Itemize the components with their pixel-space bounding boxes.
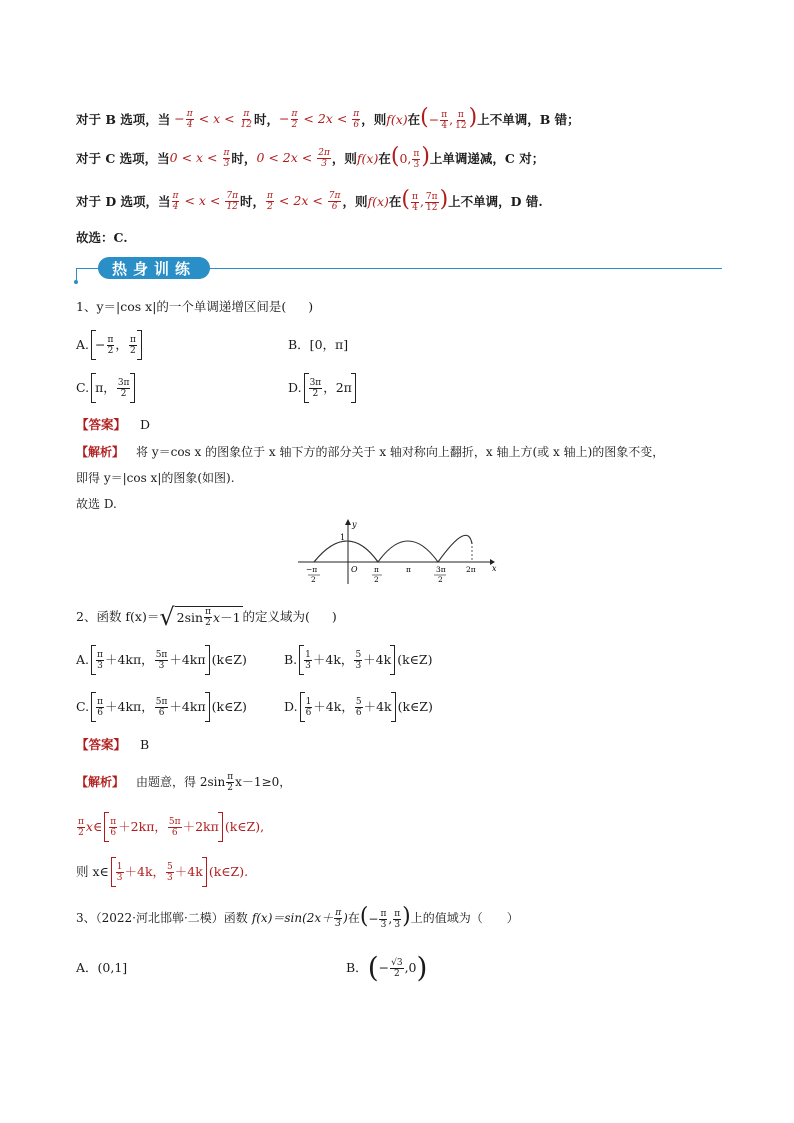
q2-option-d: D. $\frac{1}{6}$ ＋4k， $\frac{5}{6}$ ＋4k (k∈Z)	[284, 692, 433, 722]
q2-analysis-2: $\frac{\pi}{2}$ x ∈ $\frac{\pi}{6}$ ＋2kπ， $\frac{5\pi}{6}$ ＋2kπ (k∈Z) ,	[76, 812, 264, 842]
x-label: x	[492, 564, 497, 573]
q2-option-a: A. $\frac{\pi}{3}$ ＋4kπ， $\frac{5\pi}{3}$ ＋4kπ (k∈Z)	[76, 645, 247, 675]
q1-answer: 【答案】 D	[76, 417, 151, 432]
conclusion: 故选：C.	[76, 230, 128, 245]
q1-analysis-2: 即得 y＝|cos x|的图象(如图).	[76, 471, 235, 485]
tick-labels	[306, 565, 476, 584]
svg-text:2π: 2π	[466, 565, 476, 574]
y-axis-arrow-icon	[345, 519, 351, 525]
one-label: 1	[340, 533, 346, 542]
sqrt-expression: √ 2sin $\frac{\pi}{2}$ x －1	[159, 603, 241, 631]
q1-option-b: B．[0，π]	[288, 337, 349, 352]
svg-text:3π: 3π	[436, 565, 446, 574]
b-inequality: − $\frac{\pi}{4}$ < x < $\frac{\pi}{12}$	[170, 109, 252, 130]
y-label: y	[352, 520, 357, 529]
curve	[314, 535, 472, 562]
svg-text:π: π	[406, 565, 411, 574]
q1-analysis-1: 【解析】 将 y＝cos x 的图象位于 x 轴下方的部分关于 x 轴对称向上翻折，x 轴上方(或 x 轴上)的图象不变，	[76, 445, 665, 459]
q1-stem: 1、y＝|cos x|的一个单调递增区间是( )	[76, 299, 314, 314]
q2-analysis-3: 则 x∈ $\frac{1}{3}$ ＋4k， $\frac{5}{3}$ ＋4k (k∈Z).	[76, 857, 248, 887]
option-c-analysis: 对于 C 选项，当 0 < x < $\frac{\pi}{3}$ 时， 0 < 2x < $\frac{2\pi}{3}$ ，则 f(x) 在 (0, $\frac{\pi}{3}$ ) 上单调递减，C 对；	[76, 144, 545, 170]
option-d-analysis: 对于 D 选项，当 $\frac{\pi}{4}$ < x < $\frac{7\pi}{12}$ 时， $\frac{\pi}{2}$ < 2x < $\frac{7\pi}{6}$ ，则 f(x) 在 ( $\frac{\pi}{4}$ , $\frac{7\pi}{12}$ ) 上不单调，D 错.	[76, 187, 543, 213]
q2-analysis-1: 【解析】 由题意，得 2sin $\frac{\pi}{2}$ x－1≥0，	[76, 771, 292, 793]
q2-answer: 【答案】 B	[76, 737, 150, 752]
svg-text:2: 2	[374, 575, 379, 584]
abs-cos-graph	[296, 518, 496, 586]
section-title: 热身训练	[98, 257, 210, 279]
origin-label: O	[351, 565, 358, 574]
q1-option-c: C. π， $\frac{3\pi}{2}$	[76, 373, 137, 403]
q3-stem: 3、（2022·河北邯郸·二模）函数 f(x)＝sin(2x＋ $\frac{\pi}{3}$ ) 在 (− $\frac{\pi}{3}$ , $\frac{\pi}{3}$ ) 上的值域为（ ）	[76, 903, 519, 930]
svg-text:2: 2	[311, 575, 316, 584]
svg-text:2: 2	[438, 575, 443, 584]
section-banner	[76, 256, 722, 282]
q3-option-b: B． ( − $\frac{√3}{2}$ ,0 )	[346, 951, 428, 984]
svg-text:−π: −π	[306, 565, 318, 574]
q1-option-a: A. − $\frac{\pi}{2}$ ， $\frac{\pi}{2}$	[76, 330, 144, 360]
q3-function: f(x)＝sin(2x＋ $\frac{\pi}{3}$ )	[251, 907, 348, 929]
option-b-analysis: 对于 B 选项，当 − $\frac{\pi}{4}$ < x < $\frac{\pi}{12}$ 时， − $\frac{\pi}{2}$ < 2x < $\frac{\pi}{6}$ ，则 f(x) 在 (− $\frac{\pi}{4}$ , $\frac{\pi}{12}$ ) 上不单调，B 错；	[76, 105, 580, 131]
q1-option-d: D. $\frac{3\pi}{2}$ ，2π	[288, 373, 358, 403]
q2-stem: 2、函数 f(x)＝ √ 2sin $\frac{\pi}{2}$ x －1 的定义域为( )	[76, 603, 337, 631]
q1-analysis-3: 故选 D.	[76, 497, 117, 511]
q2-option-c: C. $\frac{\pi}{6}$ ＋4kπ， $\frac{5\pi}{6}$ ＋4kπ (k∈Z)	[76, 692, 247, 722]
q2-option-b: B. $\frac{1}{3}$ ＋4k， $\frac{5}{3}$ ＋4k (k∈Z)	[284, 645, 432, 675]
q3-option-a: A．(0,1]	[76, 960, 128, 975]
svg-text:π: π	[374, 565, 379, 574]
